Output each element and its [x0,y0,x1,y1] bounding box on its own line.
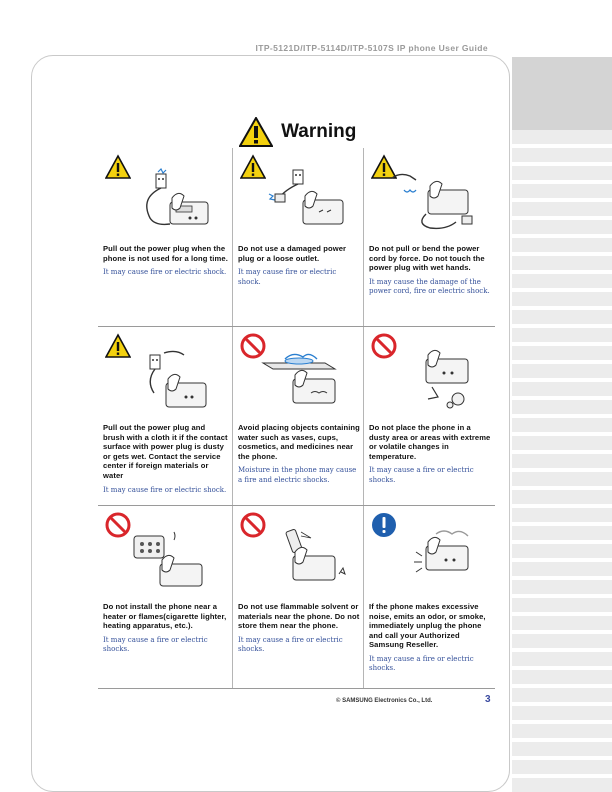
warning-row [98,506,495,689]
dusty-area-illustration [386,347,478,413]
warning-note: It may cause fire or electric shock. [238,268,337,286]
warning-cell [233,327,364,505]
warning-instruction: If the phone makes excessive noise, emits an odor, or smoke, immediately unplug the phone and call your Authorized Samsung Reseller. [369,602,486,650]
warning-header [0,117,595,147]
warning-cell [98,506,233,688]
warning-cell [364,327,495,505]
warning-note: It may cause fire or electric shock. [103,485,227,494]
warning-instruction: Avoid placing objects containing water such as vases, cups, cosmetics, and medicines near the phone. [238,423,360,461]
warning-cell [98,327,233,505]
flammable-spray-illustration [255,526,347,592]
warning-instruction: Do not use flammable solvent or materials near the phone. Do not store them near the phone. [238,602,360,631]
warning-cell [98,148,233,326]
warning-note: It may cause a fire or electric shocks. [103,635,208,654]
phone-unplug-illustration [120,168,212,234]
warning-note: It may cause a fire or electric shocks. [369,654,474,673]
warning-note: It may cause fire or electric shock. [103,268,227,277]
page-number: 3 [485,694,491,705]
brush-plug-illustration [120,347,212,413]
warning-grid [98,148,495,689]
warning-instruction: Do not pull or bend the power cord by force. Do not touch the power plug with wet hands. [369,244,485,273]
warning-cell [233,148,364,326]
wet-hand-cord-illustration [386,168,478,234]
warning-instruction: Pull out the power plug and brush with a cloth it if the contact surface with power plug is dusty or gets wet. Contact the service center if foreign materials or water [103,423,228,480]
damaged-plug-illustration [255,168,347,234]
warning-instruction: Do not install the phone near a heater or flames(cigarette lighter, heating apparatus, etc.). [103,602,227,631]
warning-instruction: Do not place the phone in a dusty area or areas with extreme or volatile changes in temperature. [369,423,491,461]
warning-note: It may cause the damage of the power cord, fire or electric shock. [369,277,490,296]
warning-row [98,327,495,506]
warning-instruction: Pull out the power plug when the phone is not used for a long time. [103,244,228,263]
warning-cell [233,506,364,688]
warning-instruction: Do not use a damaged power plug or a loose outlet. [238,244,347,263]
warning-note: It may cause a fire or electric shocks. [238,635,343,654]
warning-note: It may cause a fire or electric shocks. [369,466,474,484]
warning-note: Moisture in the phone may cause a fire and electric shocks. [238,466,357,484]
warning-header-icon [239,117,273,147]
water-spill-illustration [255,347,347,413]
page-edge-stripes [512,130,612,792]
page-heading: Warning [281,121,357,142]
warning-row [98,148,495,327]
warning-cell [364,148,495,326]
smoking-phone-illustration [386,526,478,592]
heater-flame-illustration [120,526,212,592]
warning-cell [364,506,495,688]
copyright: © SAMSUNG Electronics Co., Ltd. [336,698,433,704]
document-title: ITP-5121D/ITP-5114D/ITP-5107S IP phone User Guide [255,43,488,53]
